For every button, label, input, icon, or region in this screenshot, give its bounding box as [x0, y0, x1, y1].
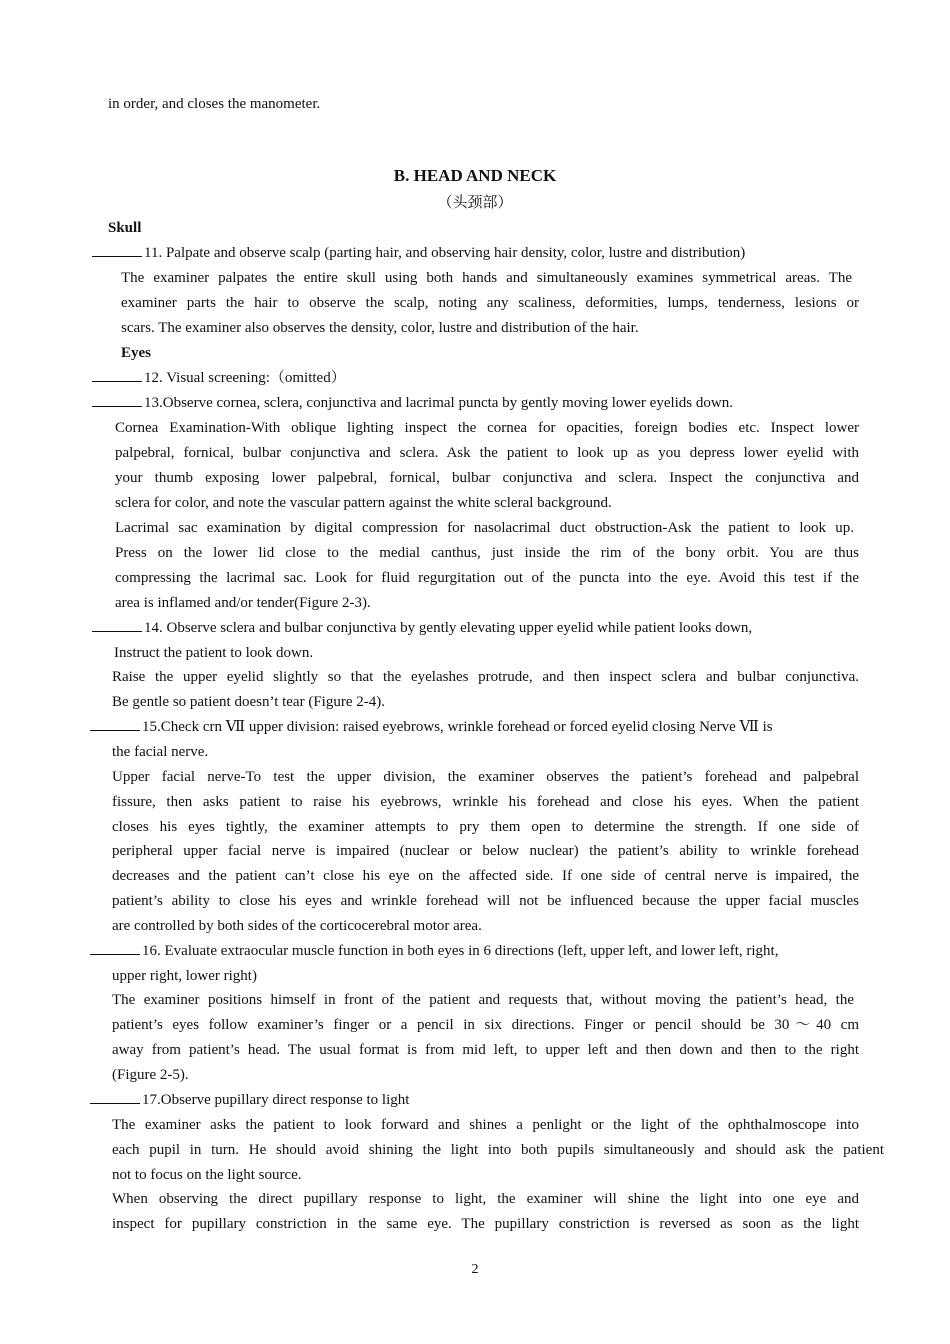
- text-line: each pupil in turn. He should avoid shining the light into both pupils simultaneously and should ask the patient: [112, 1142, 884, 1158]
- text-line: When observing the direct pupillary response to light, the examiner will shine the light into one eye and: [112, 1191, 859, 1207]
- item-11: [92, 243, 745, 263]
- text-line: compressing the lacrimal sac. Look for fluid regurgitation out of the puncta into the eye. Avoid this test if the: [115, 570, 859, 586]
- item-17: [90, 1090, 409, 1110]
- skull-heading: Skull: [108, 220, 142, 236]
- item-12-text: 12. Visual screening:（omitted）: [144, 370, 346, 386]
- text-line: sclera for color, and note the vascular pattern against the white scleral background.: [115, 495, 612, 511]
- text-line: not to focus on the light source.: [112, 1167, 302, 1183]
- item-13: [92, 393, 733, 413]
- checklist-blank: [92, 394, 142, 407]
- item-16-text: 16. Evaluate extraocular muscle function in both eyes in 6 directions (left, upper left, and lower left, right,: [142, 943, 779, 959]
- text-line: the facial nerve.: [112, 744, 209, 760]
- text-line: closes his eyes tightly, the examiner attempts to pry them open to determine the strength. If one side of: [112, 819, 859, 835]
- checklist-blank: [90, 942, 140, 955]
- eyes-heading: Eyes: [121, 345, 151, 361]
- continued-text-line: in order, and closes the manometer.: [108, 96, 321, 112]
- text-line: upper right, lower right): [112, 968, 257, 984]
- text-line: decreases and the patient can’t close his eye on the affected side. If one side of central nerve is impaired, the: [112, 868, 859, 884]
- text-line: The examiner asks the patient to look forward and shines a penlight or the light of the ophthalmoscope into: [112, 1117, 859, 1133]
- text-line: patient’s ability to close his eyes and wrinkle forehead will not be influenced because the upper facial muscles: [112, 893, 859, 909]
- text-line: peripheral upper facial nerve is impaired (nuclear or below nuclear) the patient’s ability to wrinkle forehead: [112, 843, 859, 859]
- text-line: are controlled by both sides of the corticocerebral motor area.: [112, 918, 482, 934]
- item-15-text: 15.Check crn Ⅶ upper division: raised eyebrows, wrinkle forehead or forced eyelid closing Nerve Ⅶ is: [142, 719, 773, 735]
- item-17-text: 17.Observe pupillary direct response to light: [142, 1092, 410, 1108]
- item-16: [90, 941, 778, 961]
- checklist-blank: [90, 718, 140, 731]
- text-line: The examiner positions himself in front of the patient and requests that, without moving the patient’s head, the: [112, 992, 854, 1008]
- text-line: away from patient’s head. The usual format is from mid left, to upper left and then down and then to the right: [112, 1042, 859, 1058]
- section-title: B. HEAD AND NECK: [393, 166, 557, 185]
- item-11-text: 11. Palpate and observe scalp (parting hair, and observing hair density, color, lustre and distribution): [144, 245, 746, 261]
- text-line: Press on the lower lid close to the medial canthus, just inside the rim of the bony orbit. You are thus: [115, 545, 859, 561]
- text-line: (Figure 2-5).: [112, 1067, 189, 1083]
- text-line: patient’s eyes follow examiner’s finger or a pencil in six directions. Finger or pencil should be 30～40 cm: [112, 1017, 859, 1033]
- section-subtitle: （头颈部）: [437, 193, 513, 211]
- text-line: Cornea Examination-With oblique lighting inspect the cornea for opacities, foreign bodies etc. Inspect lower: [115, 420, 859, 436]
- text-line: your thumb exposing lower palpebral, fornical, bulbar conjunctiva and sclera. Inspect the conjunctiva and: [115, 470, 859, 486]
- text-line: scars. The examiner also observes the density, color, lustre and distribution of the hair.: [121, 320, 639, 336]
- item-15: [90, 717, 773, 737]
- checklist-blank: [92, 369, 142, 382]
- text-line: examiner parts the hair to observe the scalp, noting any scaliness, deformities, lumps, tenderness, lesions or: [121, 295, 859, 311]
- text-line: The examiner palpates the entire skull using both hands and simultaneously examines symmetrical areas. The: [121, 270, 852, 286]
- text-line: palpebral, fornical, bulbar conjunctiva and sclera. Ask the patient to look up as you depress lower eyelid with: [115, 445, 859, 461]
- text-line: Instruct the patient to look down.: [114, 645, 314, 661]
- page-number: 2: [471, 1262, 479, 1277]
- text-line: Upper facial nerve-To test the upper division, the examiner observes the patient’s forehead and palpebral: [112, 769, 859, 785]
- text-line: Be gentle so patient doesn’t tear (Figure 2-4).: [112, 694, 385, 710]
- text-line: area is inflamed and/or tender(Figure 2-3).: [115, 595, 371, 611]
- checklist-blank: [90, 1091, 140, 1104]
- item-12: [92, 368, 346, 388]
- checklist-blank: [92, 244, 142, 257]
- checklist-blank: [92, 619, 142, 632]
- text-line: fissure, then asks patient to raise his eyebrows, wrinkle his forehead and close his eyes. When the patient: [112, 794, 859, 810]
- item-14: [92, 618, 752, 638]
- item-14-text: 14. Observe sclera and bulbar conjunctiva by gently elevating upper eyelid while patient looks down,: [144, 620, 753, 636]
- item-13-text: 13.Observe cornea, sclera, conjunctiva and lacrimal puncta by gently moving lower eyelids down.: [144, 395, 733, 411]
- text-line: Raise the upper eyelid slightly so that the eyelashes protrude, and then inspect sclera and bulbar conjunctiva.: [112, 669, 859, 685]
- text-line: inspect for pupillary constriction in the same eye. The pupillary constriction is reversed as soon as the light: [112, 1216, 859, 1232]
- text-line: Lacrimal sac examination by digital compression for nasolacrimal duct obstruction-Ask the patient to look up.: [115, 520, 854, 536]
